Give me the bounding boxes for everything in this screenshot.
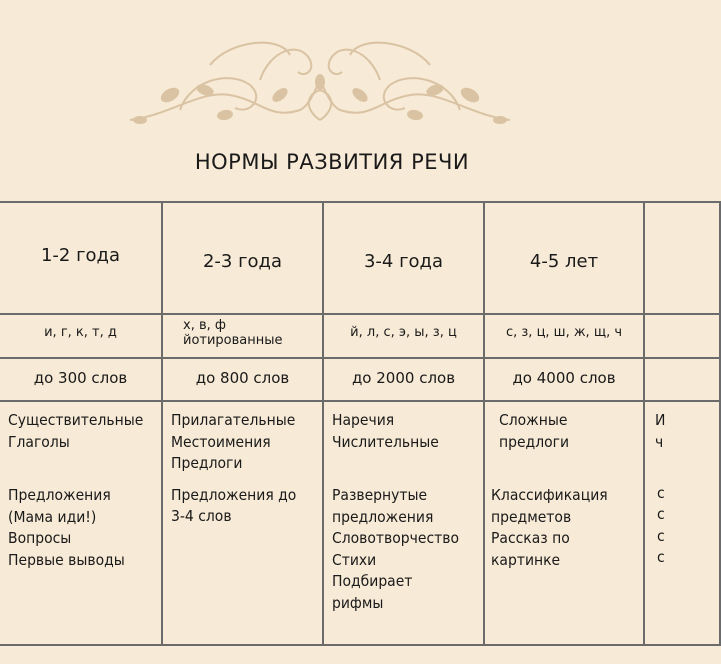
sounds-text: и, г, к, т, д: [44, 325, 117, 340]
page-title: НОРМЫ РАЗВИТИЯ РЕЧИ: [194, 150, 470, 174]
sounds-text: с, з, ц, ш, ж, щ, ч: [505, 325, 623, 340]
speech-skills-text: с с с с: [657, 483, 665, 566]
speech-skills-text: Развернутые предложения Словотворчество Стихи Подбирает рифмы: [332, 486, 460, 612]
sounds-text: х, в, ф йотированные: [183, 318, 283, 348]
age-label: 4-5 лет: [529, 251, 599, 272]
parts-of-speech-text: И ч: [655, 411, 666, 451]
parts-of-speech-text: Сложные предлоги: [499, 411, 570, 451]
sounds-row: [0, 314, 720, 358]
age-label: 2-3 года: [202, 251, 283, 272]
vocabulary-text: до 4000 слов: [512, 369, 616, 387]
speech-norms-table: [0, 201, 721, 646]
age-label: 3-4 года: [363, 251, 444, 272]
parts-of-speech-text: Наречия Числительные: [332, 411, 439, 451]
age-row: [0, 202, 720, 314]
vocabulary-row: [0, 358, 720, 401]
decorative-ornament: [110, 20, 530, 135]
vocabulary-text: до 800 слов: [195, 369, 290, 387]
speech-skills-text: Предложения до 3-4 слов: [171, 485, 297, 525]
speech-skills-text: Классификация предметов Рассказ по картинке: [491, 486, 608, 569]
age-label: 1-2 года: [40, 245, 121, 266]
vocabulary-text: до 2000 слов: [351, 369, 456, 387]
sounds-text: й, л, с, э, ы, з, ц: [350, 325, 457, 340]
vocabulary-text: до 300 слов: [33, 369, 128, 387]
parts-of-speech-text: Прилагательные Местоимения Предлоги: [171, 411, 296, 472]
parts-of-speech-text: Существительные Глаголы: [8, 411, 144, 451]
speech-skills-text: Предложения (Мама иди!) Вопросы Первые выводы: [8, 486, 125, 569]
content-row: [0, 401, 720, 645]
